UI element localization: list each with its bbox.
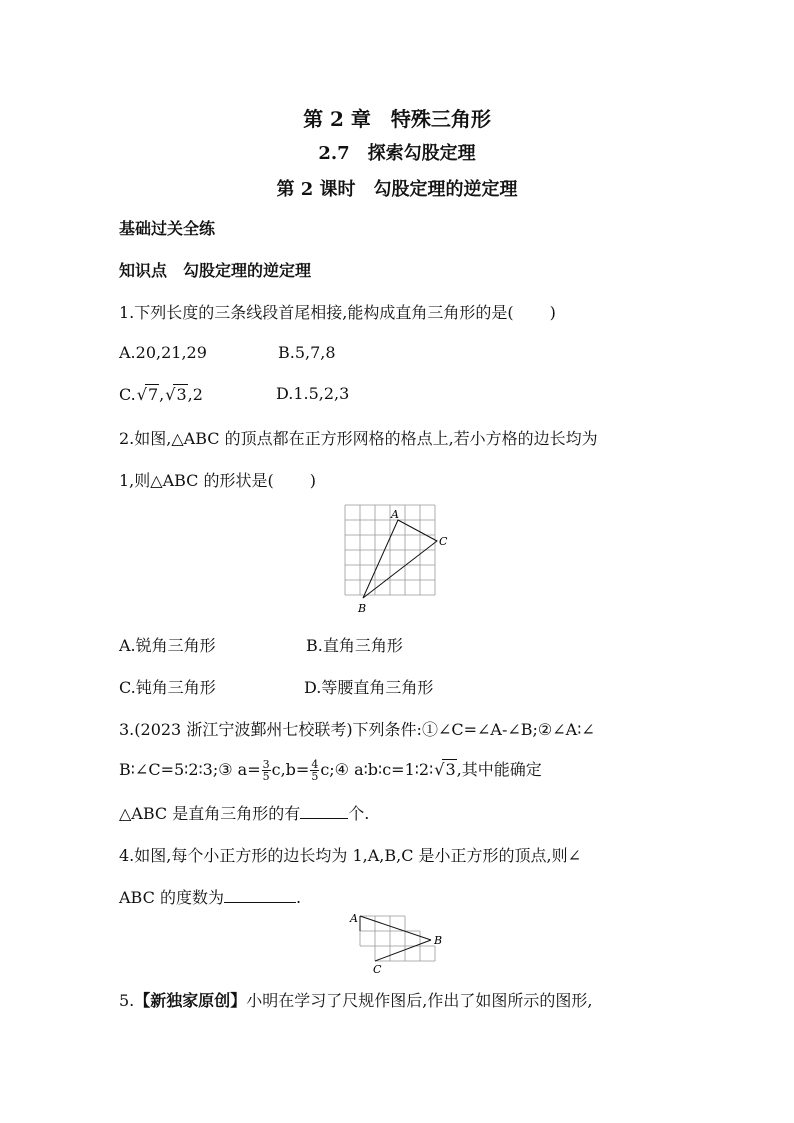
q1-stem: 1.下列长度的三条线段首尾相接,能构成直角三角形的是( <box>119 303 514 322</box>
fraction-3-5: $\frac{3}{5}$ <box>262 758 270 783</box>
q4-line-1: 4.如图,每个小正方形的边长均为 1,A,B,C 是小正方形的顶点,则∠ <box>119 846 582 865</box>
label-b: B <box>358 602 367 615</box>
label-a: A <box>391 508 399 521</box>
chapter-title: 第 2 章 特殊三角形 <box>303 107 491 131</box>
q3-answer-blank[interactable] <box>300 804 348 819</box>
q5-text: 小明在学习了尺规作图后,作出了如图所示的图形, <box>246 991 593 1010</box>
q1-option-b: B.5,7,8 <box>278 343 336 362</box>
q3-line-3 <box>119 801 369 824</box>
q2-option-b: B.直角三角形 <box>306 636 403 655</box>
q1-c-prefix: C. <box>119 385 136 404</box>
q2-stem: 1,则△ABC 的形状是( <box>119 471 274 490</box>
question-1 <box>119 300 556 323</box>
section-title: 2.7 探索勾股定理 <box>318 143 476 164</box>
q3-tail: ,其中能确定 <box>456 760 542 779</box>
fraction-4-5: $\frac{4}{5}$ <box>311 758 319 783</box>
label-b: B <box>434 934 443 947</box>
q3-cond-4: c;④ a∶b∶c=1∶2∶ <box>320 760 434 779</box>
q2-close: ) <box>309 471 317 490</box>
label-c: C <box>373 963 382 976</box>
q5-line-1 <box>119 988 592 1011</box>
q5-number: 5. <box>119 991 135 1010</box>
q3-unit: 个. <box>348 804 370 823</box>
q2-option-d: D.等腰直角三角形 <box>304 678 434 697</box>
q4-grid-figure <box>345 908 455 978</box>
q3-line-1: 3.(2023 浙江宁波鄞州七校联考)下列条件:①∠C=∠A-∠B;②∠A∶∠ <box>119 720 595 739</box>
sqrt-3-b: √ 3 <box>442 759 456 779</box>
sqrt-3: √ 3 <box>173 384 187 404</box>
q4-answer-blank[interactable] <box>224 888 296 903</box>
q2-grid-figure <box>335 500 455 620</box>
label-c: C <box>439 535 448 548</box>
q4-stem: ABC 的度数为 <box>119 888 224 907</box>
q1-option-c <box>119 384 203 404</box>
q2-option-c: C.钝角三角形 <box>119 678 216 697</box>
q1-close: ) <box>549 303 556 322</box>
q2-line-2 <box>119 468 316 491</box>
label-a: A <box>350 912 358 925</box>
q4-line-2 <box>119 885 301 908</box>
q2-option-a: A.锐角三角形 <box>119 636 216 655</box>
q3-cond-3: c,b= <box>271 760 310 779</box>
q3-line-2 <box>119 757 542 782</box>
q1-option-d: D.1.5,2,3 <box>276 384 350 403</box>
knowledge-point: 知识点 勾股定理的逆定理 <box>119 261 312 280</box>
q4-period: . <box>295 888 302 907</box>
q1-c-suffix: ,2 <box>187 385 203 404</box>
q2-line-1: 2.如图,△ABC 的顶点都在正方形网格的格点上,若小方格的边长均为 <box>119 429 598 448</box>
q3-cond-2: B∶∠C=5∶2∶3;③ a= <box>119 760 261 779</box>
sqrt-7: √ 7 <box>145 384 159 404</box>
q1-c-sep: , <box>159 385 165 404</box>
q5-tag: 【新独家原创】 <box>134 991 247 1010</box>
triangle-abc <box>363 520 437 598</box>
practice-heading: 基础过关全练 <box>119 219 216 238</box>
lesson-title: 第 2 课时 勾股定理的逆定理 <box>276 179 518 200</box>
q3-stem: △ABC 是直角三角形的有 <box>119 804 301 823</box>
q1-option-a: A.20,21,29 <box>119 343 207 362</box>
